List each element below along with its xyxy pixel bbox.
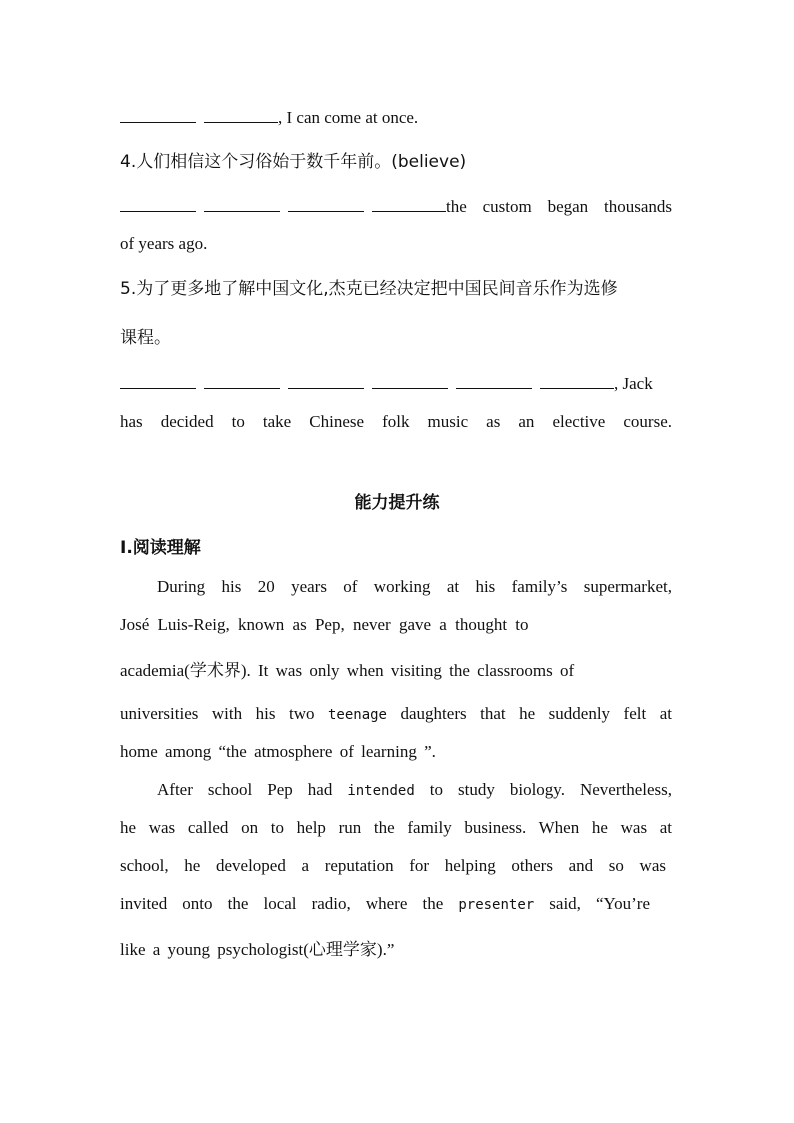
passage-p2-line-4 [120,893,650,916]
passage-gloss: 心理学家 [308,940,377,960]
answer-blank[interactable] [120,106,196,123]
passage-keyword: presenter [458,897,535,913]
passage-text: After school Pep had [157,780,348,799]
q5-prompt-2: 课程。 [120,328,171,348]
q5-prompt-1: 5.为了更多地了解中国文化,杰克已经决定把中国民间音乐作为选修 [120,279,618,299]
answer-blank[interactable] [540,372,614,389]
subsection-title: Ⅰ.阅读理解 [120,538,201,558]
answer-blank[interactable] [372,195,446,212]
q4-answer-line [120,195,672,218]
answer-blank[interactable] [204,372,280,389]
q4-prompt: 4.人们相信这个习俗始于数千年前。(believe) [120,152,467,172]
passage-p1-line-4 [120,703,672,726]
passage-p1-line-3 [120,660,672,682]
answer-blank[interactable] [120,195,196,212]
q5-answer-line [120,372,672,395]
passage-text: academia( [120,661,190,680]
passage-p2-line-3: school, he developed a reputation for helping others and so was [120,856,666,875]
answer-blank[interactable] [372,372,448,389]
passage-text: said, “You’re [534,894,650,913]
q4-line-2: of years ago. [120,234,208,253]
passage-gloss: 学术界 [189,661,241,681]
passage-text: ).” [376,940,395,959]
answer-blank[interactable] [288,372,364,389]
passage-text: to study biology. Nevertheless, [414,780,672,799]
passage-p2-line-5 [120,939,672,961]
passage-text: like a young psychologist( [120,940,309,959]
answer-blank[interactable] [456,372,532,389]
answer-blank[interactable] [120,372,196,389]
passage-keyword: intended [347,783,415,799]
passage-p1-line-2: José Luis-Reig, known as Pep, never gave a thought to [120,615,529,634]
q4-line-text: the custom began thousands [446,197,672,216]
passage-text: universities with his two [120,704,328,723]
answer-blank[interactable] [204,195,280,212]
passage-text: ). It was only when visiting the classrooms of [240,661,575,680]
passage-text: daughters that he suddenly felt at [387,704,672,723]
answer-blank[interactable] [204,106,278,123]
passage-p2-line-1 [120,779,672,802]
passage-keyword: teenage [327,707,387,723]
answer-blank[interactable] [288,195,364,212]
passage-p1-line-1: During his 20 years of working at his family’s supermarket, [157,577,672,596]
q5-line-2: has decided to take Chinese folk music as an elective course. [120,412,672,431]
passage-p1-line-5: home among “the atmosphere of learning ”. [120,742,436,761]
passage-text: invited onto the local radio, where the [120,894,459,913]
q3-line-text: , I can come at once. [278,108,419,127]
q5-line-text: , Jack [614,374,653,393]
q3-answer-line [120,106,672,129]
passage-p2-line-2: he was called on to help run the family business. When he was at [120,818,672,837]
section-title: 能力提升练 [354,493,440,513]
